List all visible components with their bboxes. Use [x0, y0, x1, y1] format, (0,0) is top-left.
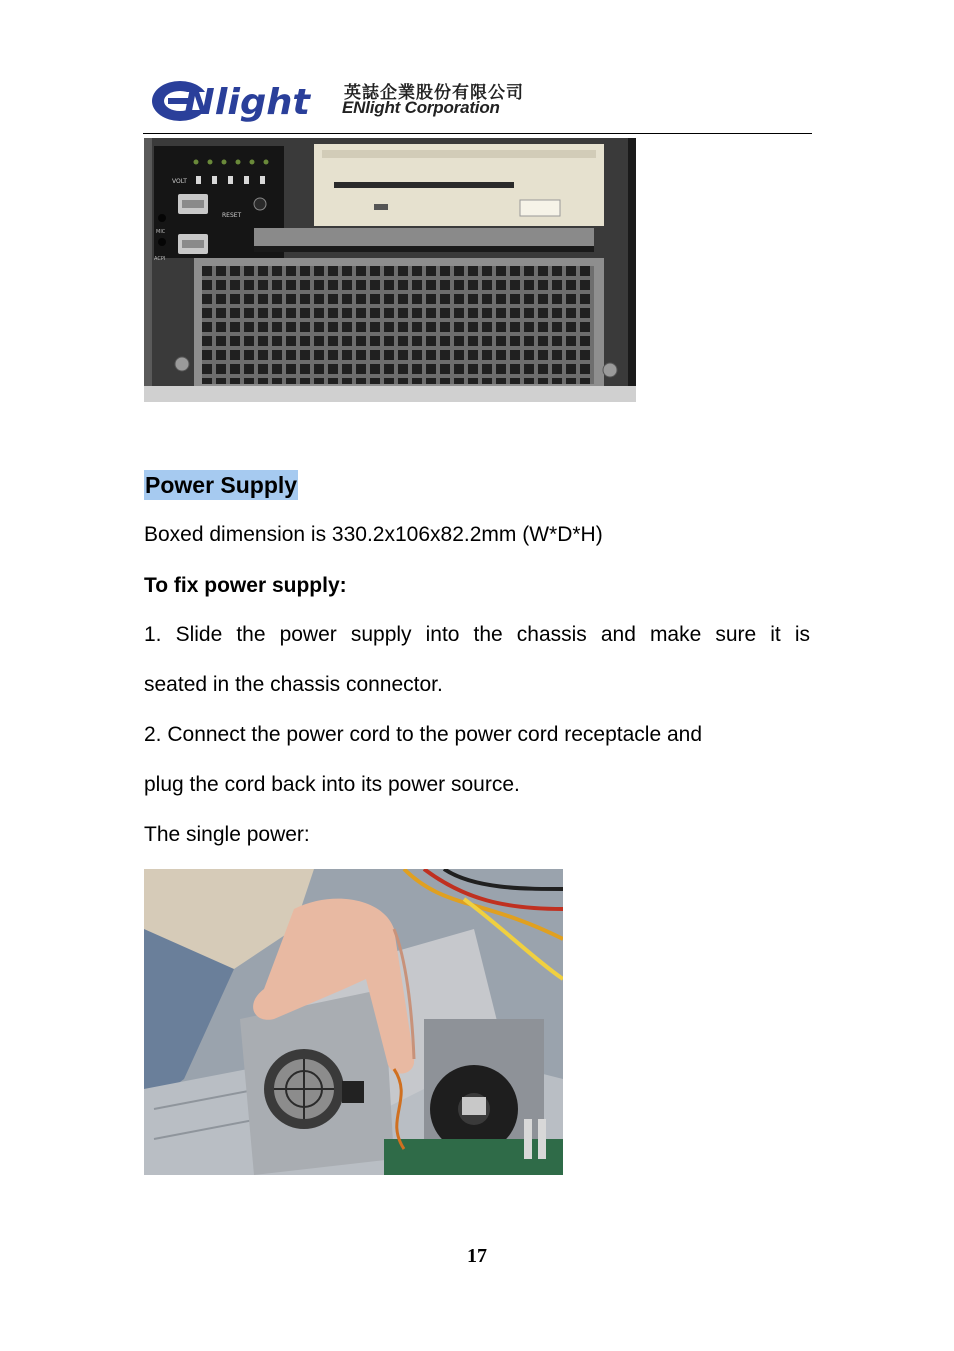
step-2-line-1: 2. Connect the power cord to the power cord receptacle and: [144, 723, 702, 746]
acpi-label: ACPI: [154, 256, 166, 262]
company-name-cn: 英誌企業股份有限公司: [344, 83, 524, 103]
volt-label: VOLT: [172, 178, 187, 185]
mic-label: MIC: [156, 229, 166, 235]
chassis-front-panel-photo: [144, 138, 636, 402]
company-name-en: ENlight Corporation: [342, 98, 500, 117]
svg-text:Nlight: Nlight: [184, 82, 312, 123]
header-divider: [143, 133, 812, 134]
single-power-label: The single power:: [144, 823, 310, 846]
step-1-line-2: seated in the chassis connector.: [144, 673, 443, 696]
step-1-line-1: 1. Slide the power supply into the chassis and make sure it is: [144, 623, 810, 646]
section-title: Power Supply: [145, 472, 298, 498]
enlight-logo: [150, 74, 312, 126]
reset-label: RESET: [222, 212, 242, 219]
power-supply-installation-photo: [144, 869, 563, 1175]
step-2-line-2: plug the cord back into its power source.: [144, 773, 520, 796]
fix-power-supply-heading: To fix power supply:: [144, 574, 347, 597]
boxed-dimension-text: Boxed dimension is 330.2x106x82.2mm (W*D*H): [144, 523, 603, 546]
page-number: 17: [467, 1245, 487, 1267]
